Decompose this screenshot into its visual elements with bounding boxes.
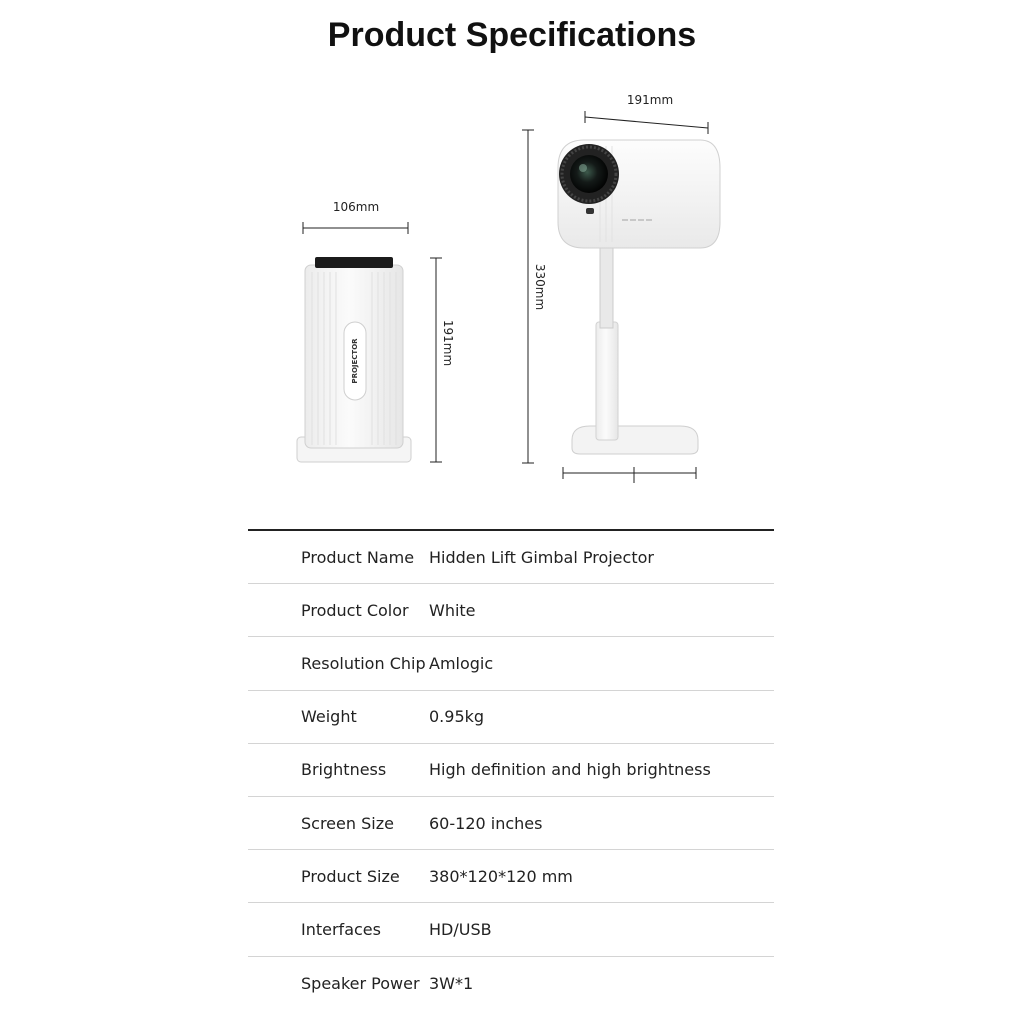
spec-label: Screen Size	[301, 813, 394, 833]
extended-width-dimension	[585, 93, 708, 134]
spec-row-speaker-power	[248, 957, 774, 1010]
spec-value: Hidden Lift Gimbal Projector	[429, 547, 654, 567]
extended-base-dimension	[563, 467, 696, 483]
spec-row-interfaces	[248, 903, 774, 956]
spec-value: Amlogic	[429, 653, 494, 673]
spec-row-resolution-chip	[248, 637, 774, 690]
spec-value: 380*120*120 mm	[429, 866, 573, 886]
extended-projector-illustration	[522, 93, 720, 483]
spec-value: 0.95kg	[429, 707, 485, 727]
spec-row-product-name	[248, 531, 774, 584]
spec-value: HD/USB	[429, 919, 492, 939]
spec-label: Product Name	[301, 547, 415, 567]
projector-badge-text: PROJECTOR	[351, 338, 359, 384]
spec-value: High definition and high brightness	[429, 760, 711, 780]
spec-label: Speaker Power	[301, 973, 420, 993]
spec-row-product-color	[248, 584, 774, 637]
page-title: Product Specifications	[327, 16, 697, 54]
extended-width-label: 191mm	[626, 93, 674, 107]
spec-label: Weight	[301, 707, 357, 727]
compact-projector-illustration	[297, 200, 455, 462]
extended-height-label: 330mm	[533, 263, 547, 311]
spec-label: Resolution Chip	[301, 653, 426, 673]
spec-label: Product Size	[301, 866, 400, 886]
spec-row-weight	[248, 691, 774, 744]
spec-row-brightness	[248, 744, 774, 797]
compact-width-label: 106mm	[332, 200, 380, 214]
spec-row-screen-size	[248, 797, 774, 850]
spec-label: Product Color	[301, 600, 409, 620]
spec-row-product-size	[248, 850, 774, 903]
spec-table	[248, 529, 774, 1010]
spec-value: 60-120 inches	[429, 813, 543, 833]
compact-height-label: 191mm	[441, 319, 455, 367]
product-dimension-figure	[0, 80, 1024, 510]
spec-label: Brightness	[301, 760, 387, 780]
compact-height-dimension	[430, 258, 455, 462]
spec-value: White	[429, 600, 476, 620]
spec-value: 3W*1	[429, 973, 474, 993]
spec-label: Interfaces	[301, 919, 381, 939]
compact-width-dimension	[303, 200, 408, 234]
extended-height-dimension	[522, 130, 547, 463]
